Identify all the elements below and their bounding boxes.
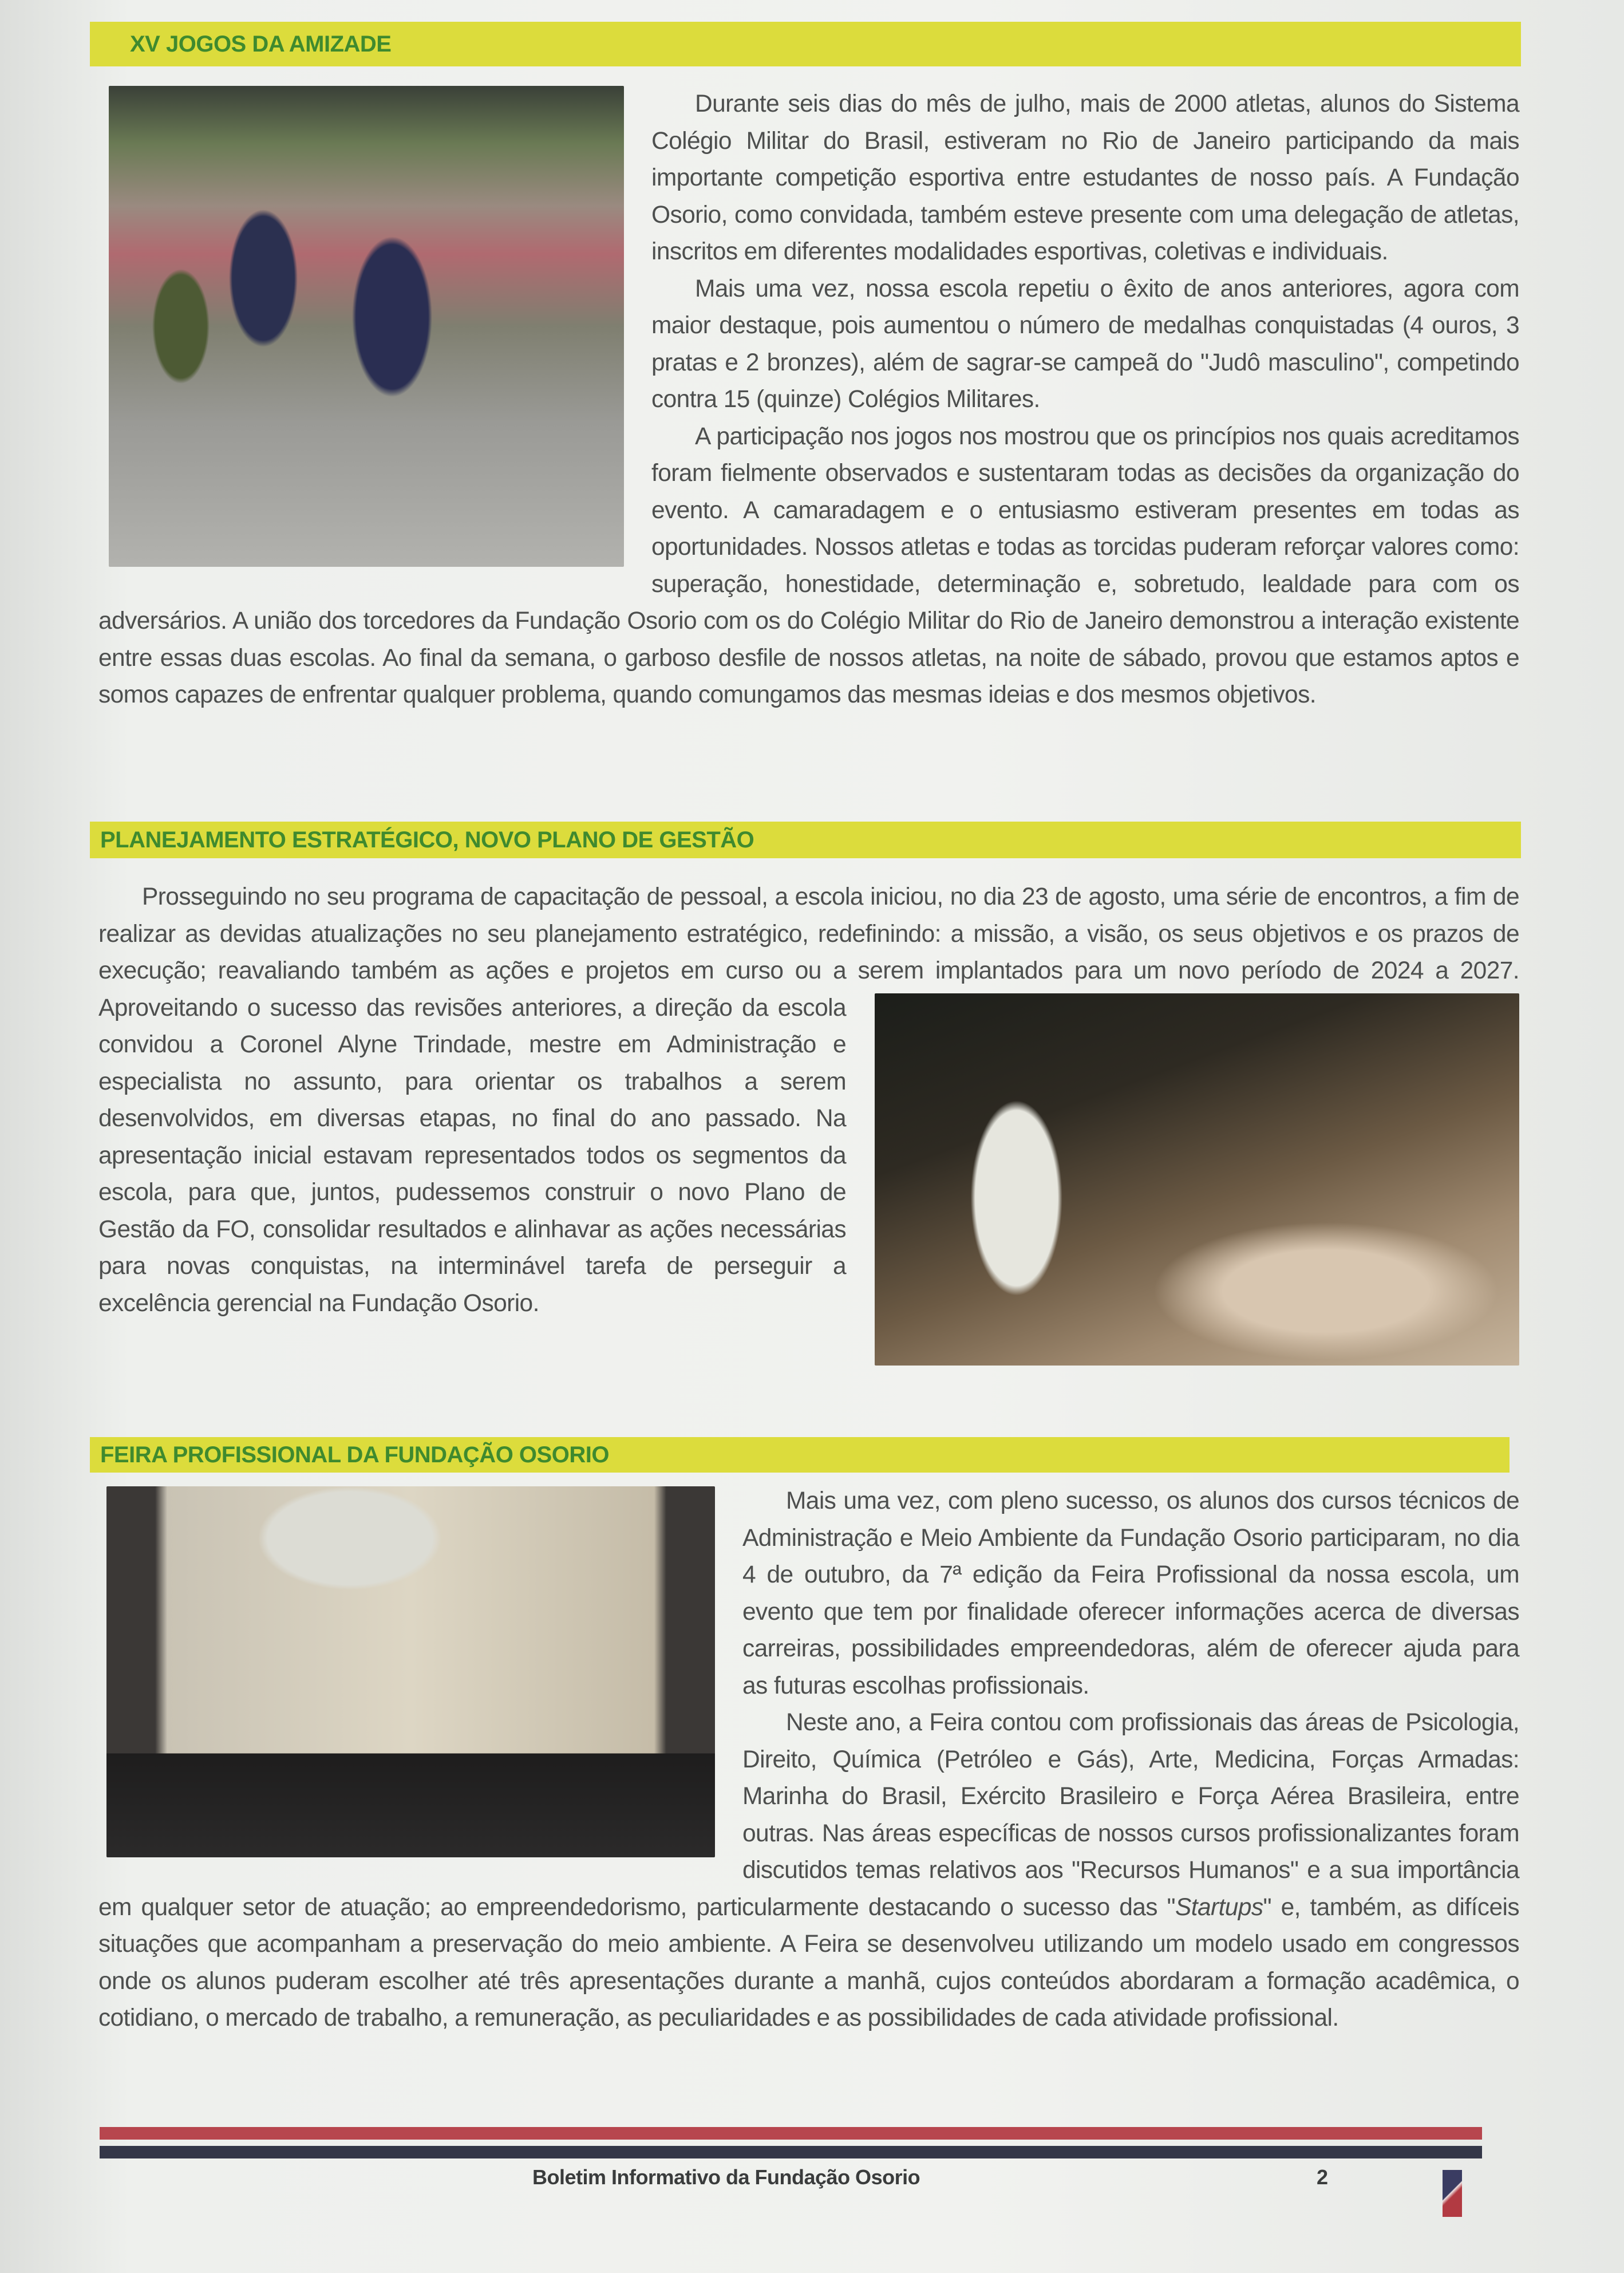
paragraph: Mais uma vez, nossa escola repetiu o êxito de anos anteriores, agora com maior destaque, pois aumentou o número de medalhas conquistadas (4 ouros, 3 pratas e 2 bronzes), além de sagrar-se campeã do "Judô masculino", competindo contra 15 (quinze) Colégios Militares. xyxy=(651,275,1519,413)
footer-stripe-blue xyxy=(100,2146,1482,2158)
footer-stripe-red xyxy=(100,2127,1482,2140)
paragraph: Mais uma vez, com pleno sucesso, os alunos dos cursos técnicos de Administração e Meio Ambiente da Fundação Osorio participaram, no dia 4 de outubro, da 7ª edição da Feira Profissional da nossa escola, um evento que tem por finalidade oferecer informações acerca de diversas carreiras, possibilidades empreendedoras, além de oferecer ajuda para as futuras escolhas profissionais. xyxy=(742,1487,1519,1699)
paragraph-text: para um novo período de 2024 a 2027. Aproveitando o sucesso das revisões anteriores, a direção da escola convidou a Coronel Alyne Trindade, mestre em Administração e especialista no assunto, para orientar os trabalhos a serem desenvolvidos, em diversas etapas, no final do ano passado. Na apresentação inicial estavam representados todos os segmentos da escola, para que, juntos, pudessemos construir o novo Plano de Gestão da FO, consolidar resultados e alinhavar as ações necessárias para novas conquistas, na interminável tarefa de perseguir a excelência gerencial na Fundação Osorio. xyxy=(98,957,1520,1317)
paragraph-text: Prosseguindo no seu programa de capacitação de pessoal, a escola iniciou, no dia 23 de agosto, uma série de encontros, a fim de realizar as devidas atualizações no seu planejamento estratégico, redefinindo: a missão, a visão, os seus objetivos e os prazos de execução; reavaliando também as ações e projetos em curso ou a serem implantados xyxy=(98,883,1519,984)
section-body-feira xyxy=(98,1483,1519,2037)
photo-award-ceremony xyxy=(109,86,624,567)
section-body-jogos-amizade xyxy=(98,86,1519,714)
paragraph: Durante seis dias do mês de julho, mais de 2000 atletas, alunos do Sistema Colégio Militar do Brasil, estiveram no Rio de Janeiro participando da mais importante competição esportiva entre estudantes de nosso país. A Fundação Osorio, como convidada, também esteve presente com uma delegação de atletas, inscritos em diferentes modalidades esportivas, coletivas e individuais. xyxy=(651,90,1519,265)
photo-presentation-stage xyxy=(106,1486,715,1857)
paragraph-text: " e, também, as difíceis situações que acompanham a preservação do meio ambiente. A Feira se desenvolveu utilizando um modelo usado em congressos onde os alunos puderam escolher até três apresentações durante a manhã, cujos conteúdos abordaram a formação acadêmica, o cotidiano, o mercado de trabalho, a remuneração, as peculiaridades e as possibilidades de cada atividade profissional. xyxy=(98,1893,1519,2031)
paragraph-emphasis: Startups xyxy=(1175,1893,1263,1921)
section-body-planejamento xyxy=(98,879,1519,1371)
footer-title: Boletim Informativo da Fundação Osorio xyxy=(532,2165,920,2189)
page-number: 2 xyxy=(1317,2165,1329,2189)
section-heading-jogos-amizade: XV JOGOS DA AMIZADE xyxy=(90,22,1521,66)
photo-auditorium-meeting xyxy=(875,993,1519,1366)
paragraph-text: Neste ano, a Feira contou com profissionais das áreas de Psicologia, Direito, Química (Petróleo e Gás), Arte, Medicina, Forças Armadas: Marinha do Brasil, Exército Brasileiro e Força Aérea Brasileira, entre outras. Nas áreas específicas de nossos cursos profissionalizantes foram discutidos temas relativos aos "Recursos Humanos" e a sua importância em qualquer setor de atuação; ao empreendedorismo, particularmente destacando o sucesso das " xyxy=(98,1709,1519,1921)
shield-logo-icon xyxy=(1443,2170,1462,2217)
section-heading-planejamento: PLANEJAMENTO ESTRATÉGICO, NOVO PLANO DE GESTÃO xyxy=(90,822,1521,858)
paragraph xyxy=(98,879,1519,1322)
section-heading-feira: FEIRA PROFISSIONAL DA FUNDAÇÃO OSORIO xyxy=(90,1437,1510,1473)
paragraph: A participação nos jogos nos mostrou que os princípios nos quais acreditamos foram fielmente observados e sustentaram todas as decisões da organização do evento. A camaradagem e o entusiasmo estiveram presentes em todas as oportunidades. Nossos atletas e todas as torcidas puderam reforçar valores como: superação, honestidade, determinação e, sobretudo, lealdade para com os adversários. A união dos torcedores da Fundação Osorio com os do Colégio Militar do Rio de Janeiro demonstrou a interação existente entre essas duas escolas. Ao final da semana, o garboso desfile de nossos atletas, na noite de sábado, provou que estamos aptos e somos capazes de enfrentar qualquer problema, quando comungamos das mesmas ideias e dos mesmos objetivos. xyxy=(98,423,1519,708)
